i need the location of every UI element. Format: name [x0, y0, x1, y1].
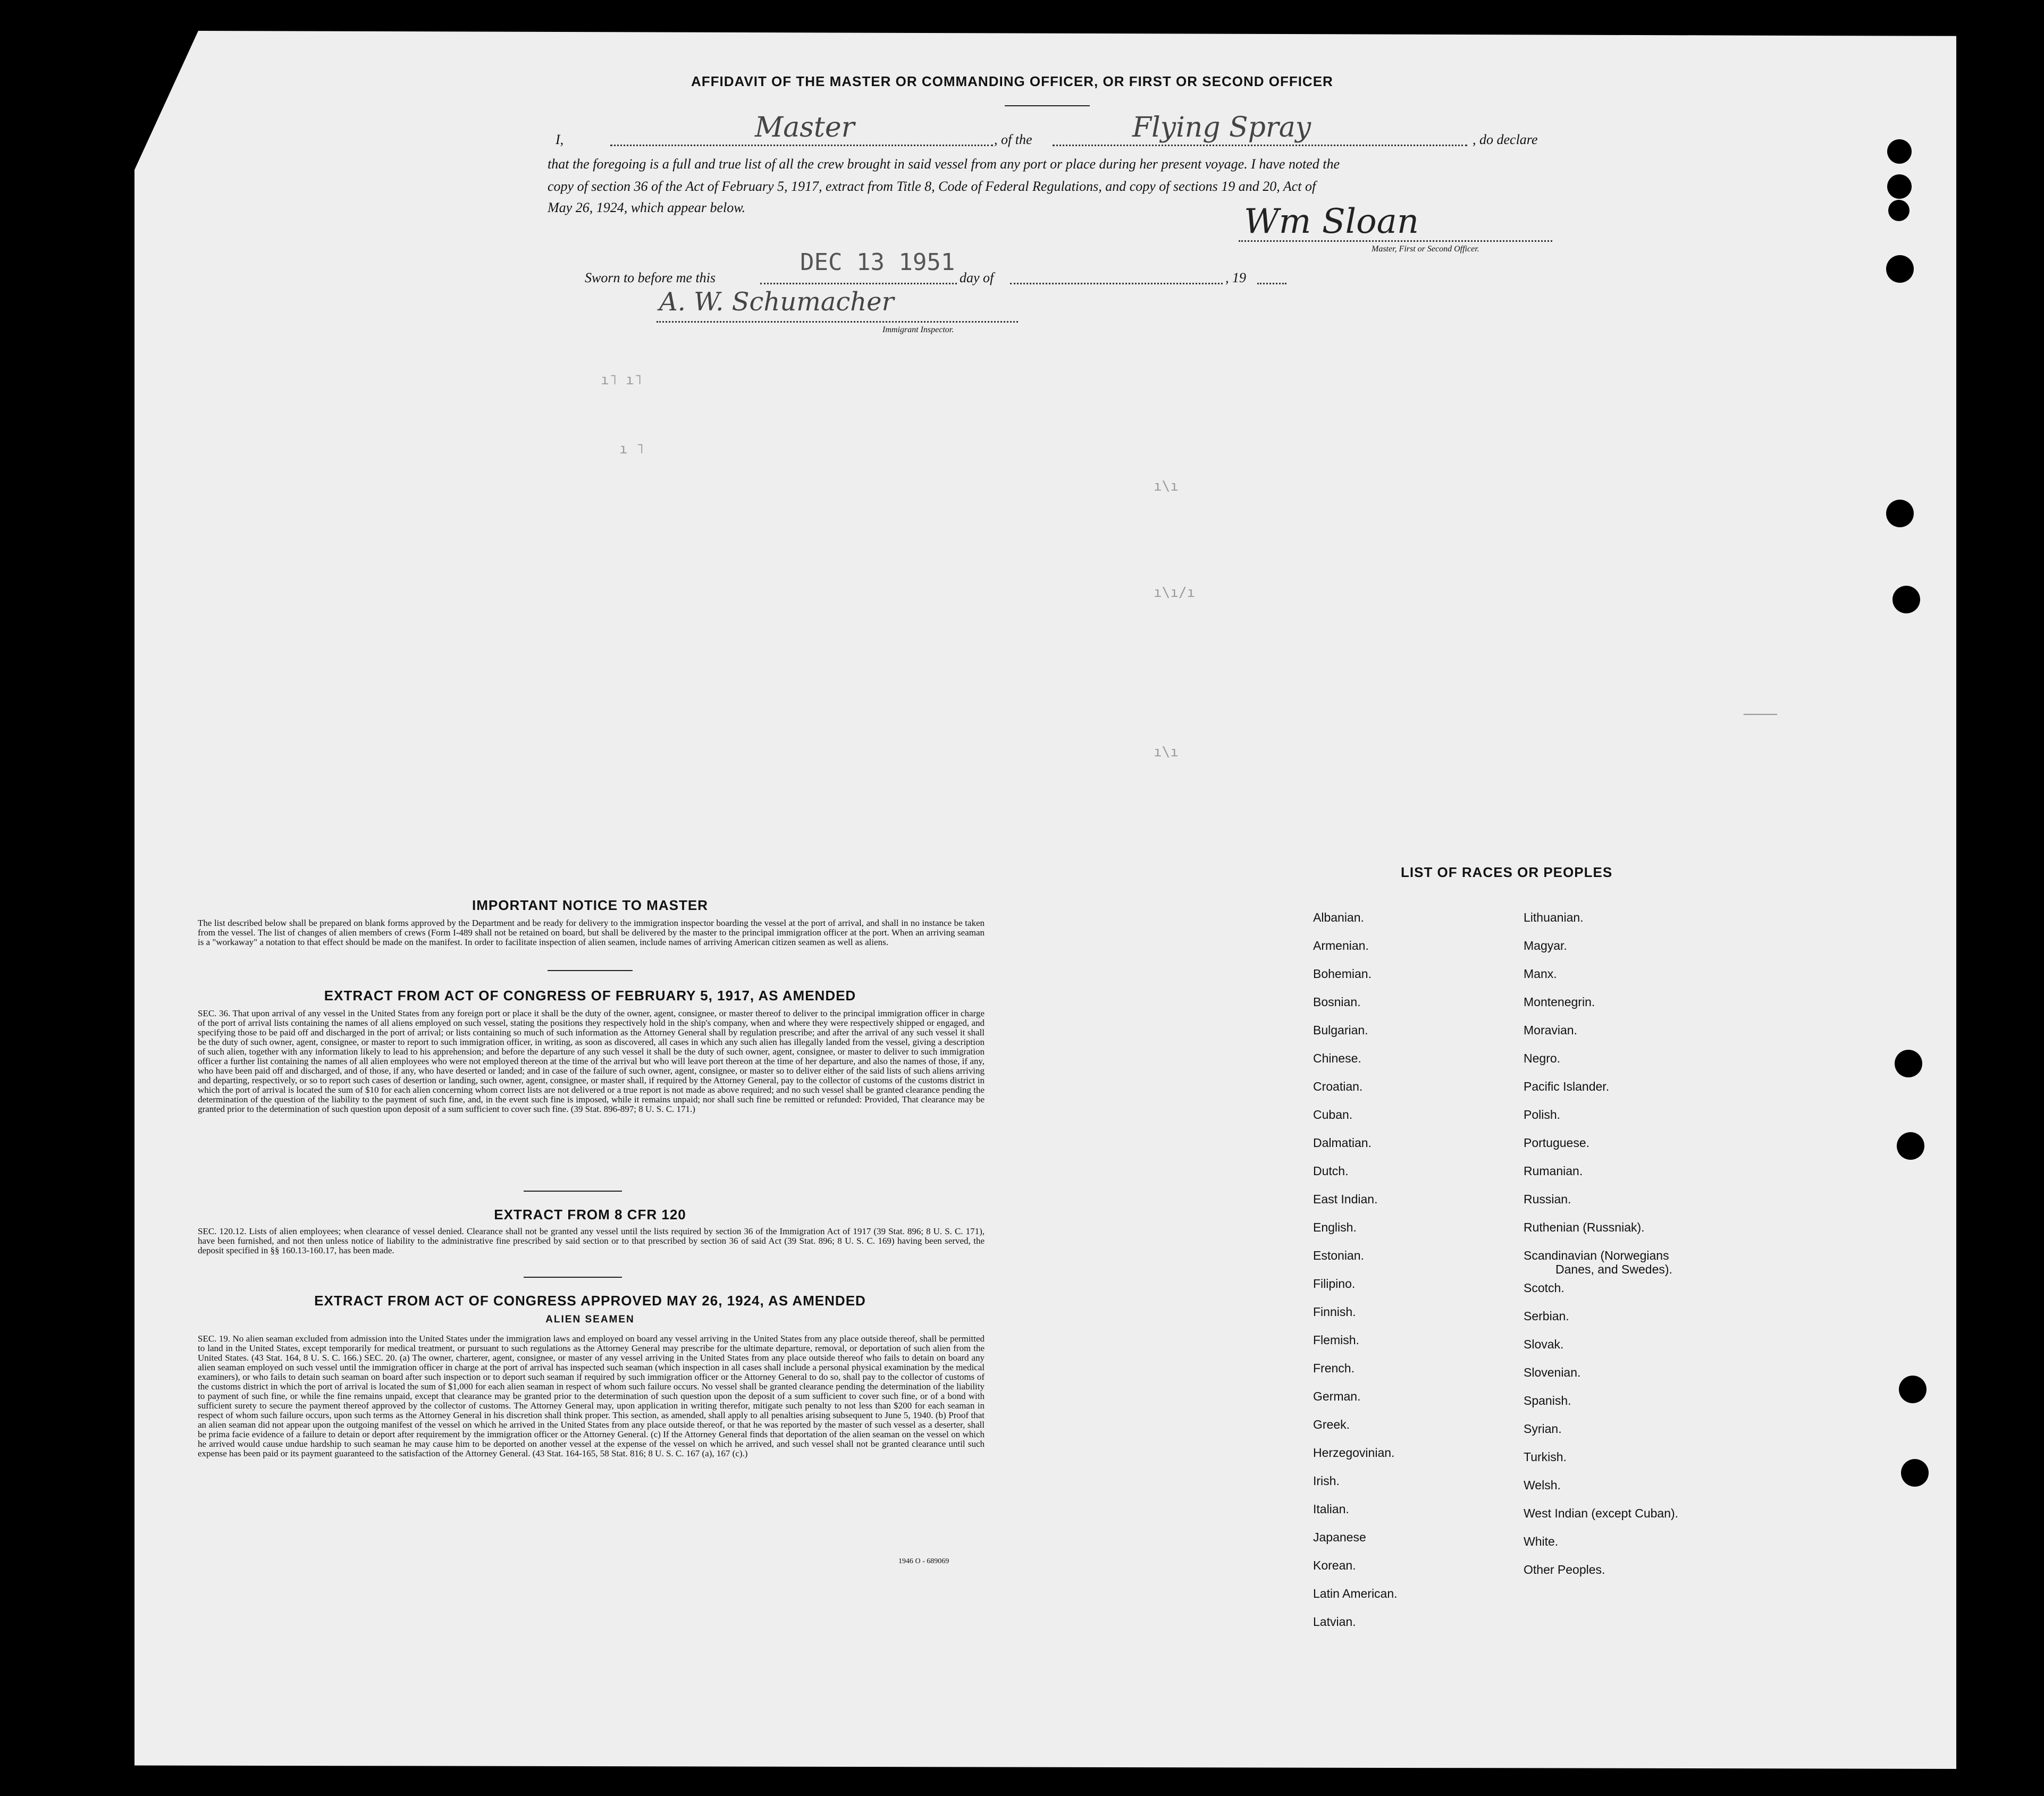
race-entry: Dalmatian.	[1313, 1136, 1372, 1150]
race-entry: Bohemian.	[1313, 967, 1372, 981]
race-entry: Bulgarian.	[1313, 1023, 1368, 1037]
master-signature: Wm Sloan	[1244, 202, 1419, 241]
extract-1924-title: EXTRACT FROM ACT OF CONGRESS APPROVED MAY 26, 1924, AS AMENDED	[314, 1293, 866, 1309]
race-entry: Welsh.	[1524, 1478, 1561, 1492]
punch-hole	[1887, 174, 1912, 199]
punch-hole	[1888, 200, 1910, 221]
extract-1917-text: SEC. 36. That upon arrival of any vessel in the United States from any foreign port or place it shall be the duty of the owner, agent, consignee, or master thereof to deliver to the principal immigration officer in charge of the port of arrival lists containing the names of all aliens employed on such vessel, stating the positions they respectively hold in the ship's company, when and where they were respectively shipped or engaged, and specifying those to be paid off and discharged in the port of arrival; or lists containing so much of such information as the Attorney General shall by regulation prescribe; and after the arrival of any such vessel it shall be the duty of such owner, agent, consignee, or master to report to such immigration officer, in writing, as soon as discovered, all cases in which any such alien has illegally landed from the vessel, giving a description of such alien, together with any information likely to lead to his apprehension; and before the departure of any such vessel it shall be the duty of such owner, agent, consignee, or master to deliver to such immigration officer a further list containing the names of all alien employees who were not employed thereon at the time of the arrival but who will leave port thereon at the time of her departure, and also the names of those, if any, who have been paid off and discharged, and of those, if any, who have deserted or landed; and in case of the failure of such owner, agent, consignee, or master so to deliver either of the said lists of such aliens arriving and departing, respectively, or so to report such cases of desertion or landing, such owner, agent, consignee, or master shall, if required by the Attorney General, pay to the collector of customs of the customs district in which the port of arrival is located the sum of $10 for each alien concerning whom correct lists are not delivered or a true report is not made as above required; and no such vessel shall be granted clearance pending the determination of the question of the liability to the payment of such fine, and, in the event such fine is imposed, while it remains unpaid; nor shall such fine be remitted or refunded: Provided, That clearance may be granted prior to the determination of such question upon deposit of a sum sufficient to cover such fine. (39 Stat. 896-897; 8 U. S. C. 171.)	[198, 1008, 985, 1114]
race-entry: Japanese	[1313, 1530, 1366, 1544]
race-entry: Scandinavian (Norwegians	[1524, 1249, 1669, 1262]
inspector-line	[657, 321, 1018, 323]
affidavit-title: AFFIDAVIT OF THE MASTER OR COMMANDING OFFICER, OR FIRST OR SECOND OFFICER	[691, 73, 1333, 89]
inspector-caption: Immigrant Inspector.	[882, 325, 954, 334]
race-entry: Danes, and Swedes).	[1555, 1262, 1672, 1276]
race-entry: Latin American.	[1313, 1587, 1398, 1600]
i-blank-line	[610, 145, 993, 146]
races-title: LIST OF RACES OR PEOPLES	[1401, 864, 1613, 880]
race-entry: Flemish.	[1313, 1333, 1359, 1347]
bleed-mark: ı˥ ı˥	[601, 372, 643, 388]
vessel-value-handwritten: Flying Spray	[1132, 112, 1311, 144]
race-entry: Herzegovinian.	[1313, 1446, 1395, 1460]
race-entry: Polish.	[1524, 1108, 1561, 1122]
race-entry: Syrian.	[1524, 1422, 1562, 1436]
signature-line	[1239, 240, 1552, 242]
punch-hole	[1899, 1376, 1927, 1403]
race-entry: Slovenian.	[1524, 1365, 1581, 1379]
year-line	[1257, 283, 1286, 284]
bleed-mark: ı\ı/ı	[1154, 585, 1196, 601]
race-entry: Estonian.	[1313, 1249, 1364, 1262]
race-entry: Montenegrin.	[1524, 995, 1595, 1009]
race-entry: Bosnian.	[1313, 995, 1361, 1009]
race-entry: Finnish.	[1313, 1305, 1356, 1319]
affidavit-line-3: copy of section 36 of the Act of February 5, 1917, extract from Title 8, Code of Federal Regulations, and copy of sections 19 and 20, Act of	[548, 179, 1316, 194]
race-entry: Slovak.	[1524, 1337, 1564, 1351]
race-entry: Armenian.	[1313, 939, 1369, 952]
race-entry: Ruthenian (Russniak).	[1524, 1220, 1645, 1234]
race-entry: Chinese.	[1313, 1051, 1361, 1065]
bleed-mark: ı\ı	[1154, 744, 1179, 760]
day-of-label: day of	[960, 270, 994, 285]
punch-hole	[1892, 586, 1920, 613]
race-entry: Latvian.	[1313, 1615, 1356, 1629]
race-entry: Turkish.	[1524, 1450, 1567, 1464]
race-entry: West Indian (except Cuban).	[1524, 1506, 1679, 1520]
extract-8cfr-divider	[524, 1277, 622, 1278]
race-entry: Other Peoples.	[1524, 1563, 1605, 1576]
extract-8cfr-title: EXTRACT FROM 8 CFR 120	[494, 1207, 686, 1222]
race-entry: Croatian.	[1313, 1080, 1363, 1093]
punch-hole	[1886, 255, 1914, 283]
alien-seamen-subtitle: ALIEN SEAMEN	[545, 1314, 635, 1325]
race-entry: Serbian.	[1524, 1309, 1569, 1323]
punch-hole	[1901, 1459, 1929, 1487]
bleed-mark: ı ˥	[619, 441, 644, 457]
race-entry: Greek.	[1313, 1418, 1350, 1431]
year-label: , 19	[1225, 270, 1246, 285]
i-value-handwritten: Master	[755, 112, 855, 144]
print-code: 1946 O - 689069	[898, 1557, 949, 1565]
race-entry: Portuguese.	[1524, 1136, 1590, 1150]
race-entry: German.	[1313, 1389, 1361, 1403]
race-entry: Spanish.	[1524, 1394, 1571, 1407]
race-entry: East Indian.	[1313, 1192, 1378, 1206]
sworn-date-line	[760, 283, 957, 284]
punch-hole	[1886, 500, 1914, 527]
race-entry: Dutch.	[1313, 1164, 1349, 1178]
notice-title: IMPORTANT NOTICE TO MASTER	[472, 897, 708, 913]
of-the-label: , of the	[994, 132, 1032, 147]
race-entry: White.	[1524, 1534, 1559, 1548]
punch-hole	[1897, 1132, 1924, 1160]
vessel-blank-line	[1053, 145, 1467, 146]
race-entry: Magyar.	[1524, 939, 1567, 952]
punch-hole	[1895, 1050, 1922, 1077]
race-entry: Moravian.	[1524, 1023, 1577, 1037]
extract-1917-title: EXTRACT FROM ACT OF CONGRESS OF FEBRUARY 5, 1917, AS AMENDED	[324, 988, 856, 1004]
race-entry: Scotch.	[1524, 1281, 1564, 1295]
sworn-label: Sworn to before me this	[585, 270, 716, 285]
month-line	[1010, 283, 1223, 284]
extract-1917-divider	[524, 1191, 622, 1192]
bleed-mark: ────	[1744, 707, 1777, 723]
race-entry: Italian.	[1313, 1502, 1349, 1516]
i-label: I,	[556, 132, 564, 147]
declare-label: , do declare	[1473, 132, 1538, 147]
notice-text: The list described below shall be prepared on blank forms approved by the Department and be ready for delivery to the immigration inspector boarding the vessel at the port of arrival, and shall in no instance be taken from the vessel. The list of changes of alien members of crews (Form I-489 shall not be retained on board, but shall be delivered by the master to the principal immigration officer at the port. When an arriving seaman is a "workaway" a notation to that effect should be made on the manifest. In order to facilitate inspection of alien seamen, include names of arriving American citizen seamen as well as aliens.	[198, 918, 985, 947]
race-entry: French.	[1313, 1361, 1355, 1375]
extract-1924-text: SEC. 19. No alien seaman excluded from admission into the United States under the immigration laws and employed on board any vessel arriving in the United States from any place outside thereof, shall be permitted to land in the United States, except temporarily for medical treatment, or pursuant to such regulations as the Attorney General may prescribe for the ultimate departure, removal, or deportation of such alien from the United States. (43 Stat. 164, 8 U. S. C. 166.) SEC. 20. (a) The owner, charterer, agent, consignee, or master of any vessel arriving in the United States from any place outside thereof who fails to detain on board any alien seaman employed on such vessel until the immigration officer in charge at the port of arrival has inspected such seaman (which inspection in all cases shall include a personal physical examination by the medical examiners), or who fails to detain such seaman on board after such inspection or to deport such seaman if required by such immigration officer or the Attorney General to do so, shall pay to the collector of customs of the customs district in which the port of arrival is located the sum of $1,000 for each alien seaman in respect of whom such failure occurs. No vessel shall be granted clearance pending the determination of the liability to payment of such fine, or while the fine remains unpaid, except that clearance may be granted prior to the determination of such question upon the deposit of a sum sufficient to cover such fine, or of a bond with sufficient surety to secure the payment thereof approved by the collector of customs. The Attorney General may, upon application in writing therefor, mitigate such penalty to not less than $200 for each seaman in respect of whom such failure occurs, upon such terms as the Attorney General in his discretion shall think proper. This section, as amended, shall apply to all penalties arising subsequent to June 5, 1940. (b) Proof that an alien seaman did not appear upon the outgoing manifest of the vessel on which he arrived in the United States from any place outside thereof, or that he was reported by the master of such vessel as a deserter, shall be prima facie evidence of a failure to detain or deport after requirement by the immigration officer or the Attorney General. (c) If the Attorney General finds that deportation of the alien seaman on the vessel on which he arrived would cause undue hardship to such seaman he may cause him to be deported on another vessel at the expense of the vessel on which he arrived, and such vessel shall not be granted clearance until such expense has been paid or its payment guaranteed to the satisfaction of the Attorney General. (43 Stat. 164-165, 58 Stat. 816; 8 U. S. C. 167 (a), 167 (c).)	[198, 1334, 985, 1458]
race-entry: Russian.	[1524, 1192, 1571, 1206]
affidavit-line-2: that the foregoing is a full and true list of all the crew brought in said vessel from any port or place during her present voyage. I have noted the	[548, 156, 1340, 172]
race-entry: Negro.	[1524, 1051, 1561, 1065]
race-entry: Rumanian.	[1524, 1164, 1583, 1178]
affidavit-line-4: May 26, 1924, which appear below.	[548, 200, 746, 215]
race-entry: Manx.	[1524, 967, 1557, 981]
title-divider	[1005, 105, 1090, 106]
race-entry: Lithuanian.	[1524, 910, 1584, 924]
extract-8cfr-text: SEC. 120.12. Lists of alien employees; when clearance of vessel denied. Clearance shall not be granted any vessel until the lists required by section 36 of the Immigration Act of 1917 (39 Stat. 896; 8 U. S. C. 171), have been furnished, and not then unless notice of liability to the administrative fine prescribed by said section or to that prescribed by section 36 of said Act (39 Stat. 896; 8 U. S. C. 169) having been served, the deposit specified in §§ 160.13-160.17, has been made.	[198, 1226, 985, 1255]
race-entry: Irish.	[1313, 1474, 1340, 1488]
race-entry: English.	[1313, 1220, 1357, 1234]
bleed-mark: ı\ı	[1154, 478, 1179, 494]
race-entry: Pacific Islander.	[1524, 1080, 1610, 1093]
punch-hole	[1887, 139, 1912, 164]
race-entry: Cuban.	[1313, 1108, 1353, 1122]
notice-divider	[548, 970, 633, 971]
officer-caption: Master, First or Second Officer.	[1372, 244, 1479, 254]
race-entry: Korean.	[1313, 1558, 1356, 1572]
date-stamp: DEC 13 1951	[800, 249, 955, 276]
race-entry: Albanian.	[1313, 910, 1364, 924]
inspector-signature: A. W. Schumacher	[659, 287, 894, 317]
race-entry: Filipino.	[1313, 1277, 1356, 1291]
